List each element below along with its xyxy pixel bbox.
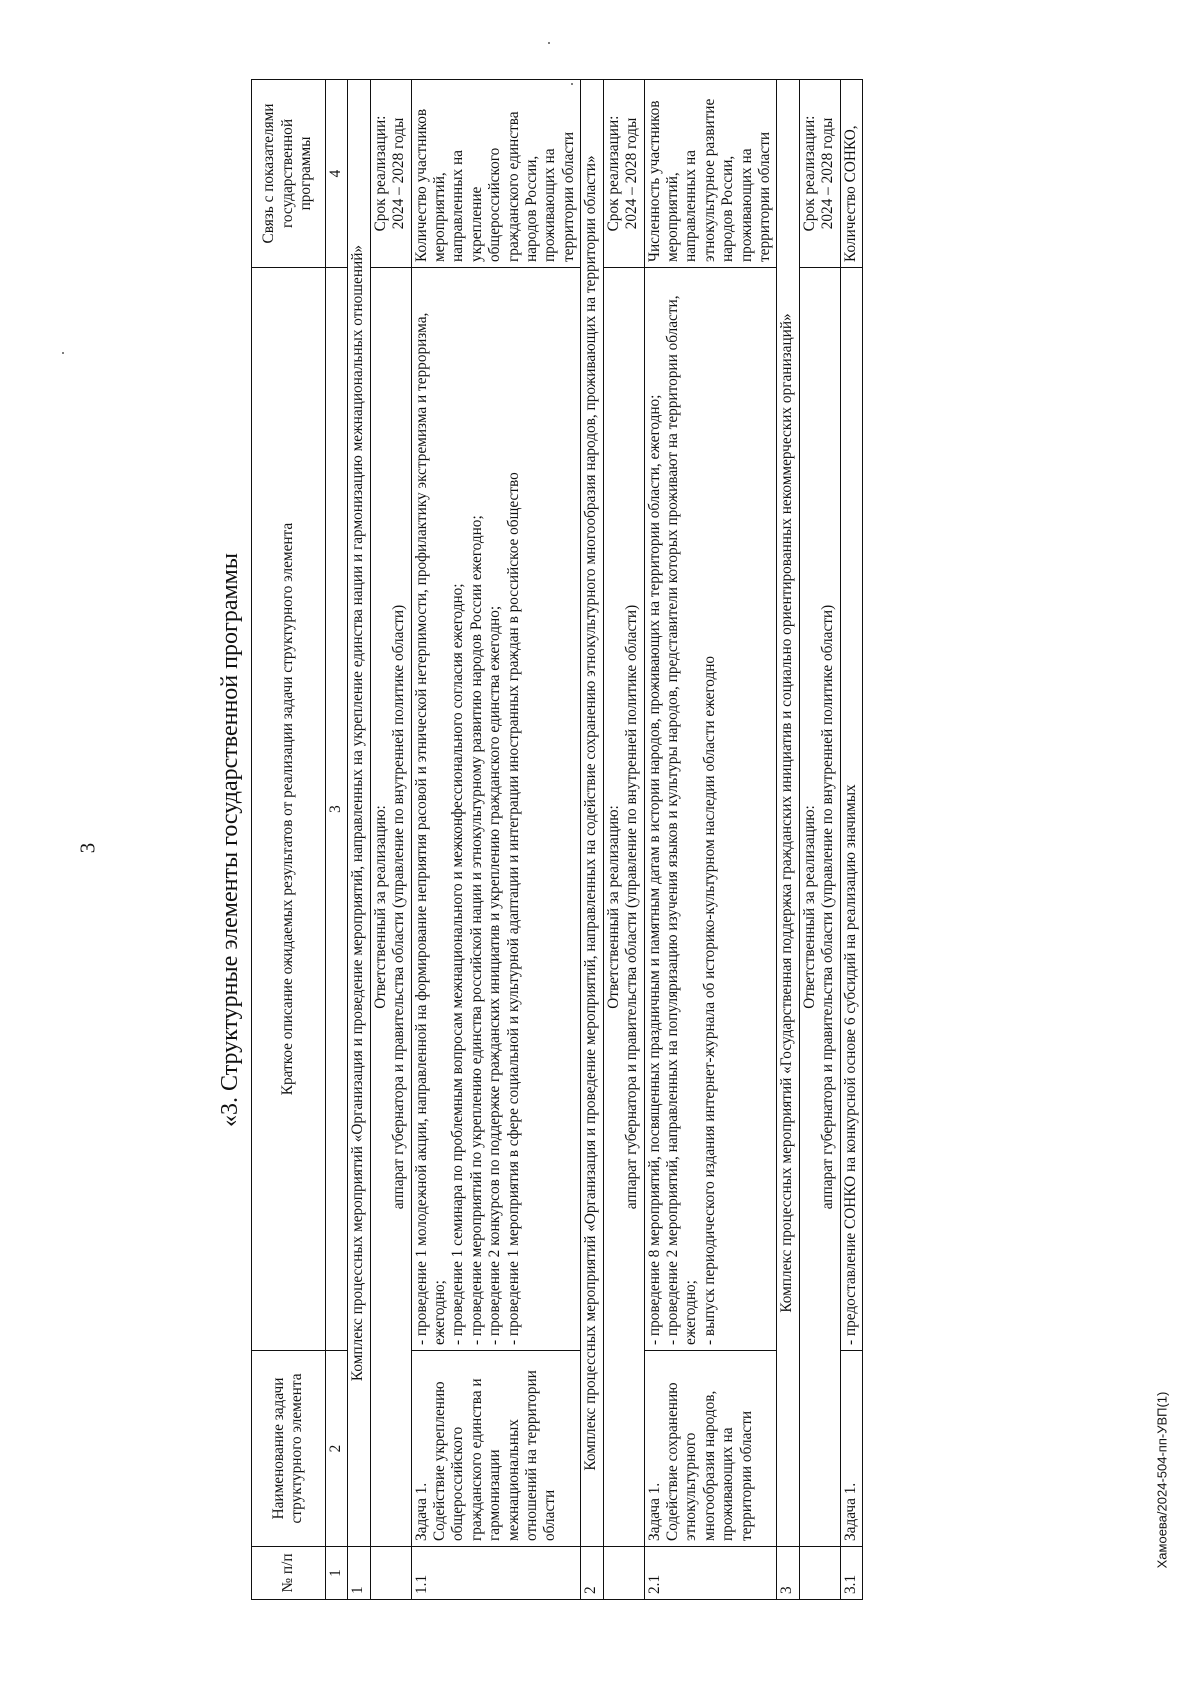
result-item: - предоставление СОНКО на конкурсной основе 6 субсидий на реализацию значимых [841, 784, 859, 1345]
task-row [411, 80, 581, 1600]
term-text: Срок реализации: 2024 – 2028 годы [603, 80, 644, 268]
header-cell: Краткое описание ожидаемых результатов от реализации задачи структурного элемента [252, 268, 326, 1351]
results-cell [411, 268, 581, 1351]
empty-cell [799, 1547, 840, 1600]
header-cell: № п/п [252, 1547, 326, 1600]
results-cell [840, 268, 862, 1351]
complex-title: Комплекс процессных мероприятий «Государственная поддержка гражданских инициатив и социально ориентированных некоммерческих организаций» [777, 80, 799, 1547]
result-item: - выпуск периодического издания интернет-журнала об историко-культурном наследии области ежегодно [700, 655, 718, 1345]
result-item: - проведение 1 семинара по проблемным вопросам межнационального и межконфессионального согласия ежегодно; [449, 583, 467, 1345]
task-number: 2.1 [644, 1547, 777, 1600]
result-item: - проведение 1 мероприятия в сфере социальной и культурной адаптации и интеграции иностранных граждан в российское общество [504, 472, 522, 1345]
result-item: - проведение 8 мероприятий, посвященных праздничным и памятным датам в истории народов, проживающих на территории области, ежегодно; [645, 394, 663, 1345]
column-number: 2 [326, 1351, 348, 1547]
task-name: Задача 1. Содействие укреплению общероссийского гражданского единства и гармонизации межнациональных отношений на территории области [411, 1351, 581, 1547]
responsible-text: Ответственный за реализацию: аппарат губернатора и правительства области (управление по внутренней политике области) [603, 268, 644, 1547]
row-number: 2 [581, 1547, 603, 1600]
result-item: - проведение 2 конкурсов по поддержке гражданских инициатив и укреплению гражданского единства ежегодно; [486, 605, 504, 1345]
result-item: - проведение мероприятий по укреплению единства российской нации и этнокультурному развитию народов России ежегодно; [467, 515, 485, 1345]
table-header-row [252, 80, 326, 1600]
indicator-text: Численность участников мероприятий, направленных на этнокультурное развитие народов России, проживающих на территории области [644, 80, 777, 268]
complex-title: Комплекс процессных мероприятий «Организация и проведение мероприятий, направленных на содействие сохранению этнокультурного многообразия народов, проживающих на территории области» [581, 80, 603, 1547]
header-cell: Связь с показателями государственной программы [252, 80, 326, 268]
task-number: 3.1 [840, 1547, 862, 1600]
column-number: 3 [326, 268, 348, 1351]
indicator-text: Количество СОНКО, [840, 80, 862, 268]
indicator-text: Количество участников мероприятий, направленных на укрепление общероссийского гражданского единства народов России, проживающих на территории области [411, 80, 581, 268]
column-number-row [326, 80, 348, 1600]
column-number: 4 [326, 80, 348, 268]
complex-row [777, 80, 799, 1600]
task-number: 1.1 [411, 1547, 581, 1600]
column-number: 1 [326, 1547, 348, 1600]
empty-cell [603, 1547, 644, 1600]
document-title: «3. Структурные элементы государственной программы [217, 553, 243, 1127]
task-name: Задача 1. [840, 1351, 862, 1547]
document-footer-code: Хамоева/2024-504-пп-УВП(1) [1154, 1391, 1170, 1569]
structural-elements-table [251, 79, 863, 1600]
complex-title: Комплекс процессных мероприятий «Организация и проведение мероприятий, направленных на укрепление единства нации и гармонизацию межнациональных отношений» [348, 80, 370, 1547]
term-text: Срок реализации: 2024 – 2028 годы [370, 80, 411, 268]
scan-speck [548, 42, 550, 44]
responsible-row [370, 80, 411, 1600]
complex-row [581, 80, 603, 1600]
responsible-row [603, 80, 644, 1600]
result-item: - проведение 1 молодежной акции, направленной на формирование неприятия расовой и этнической нетерпимости, профилактику экстремизма и терроризма, ежегодно; [412, 312, 449, 1345]
row-number: 1 [348, 1547, 370, 1600]
scan-speck [62, 352, 64, 354]
responsible-text: Ответственный за реализацию: аппарат губернатора и правительства области (управление по внутренней политике области) [799, 268, 840, 1547]
empty-cell [370, 1547, 411, 1600]
task-row [840, 80, 862, 1600]
rotated-page-content [215, 80, 985, 1600]
results-cell [644, 268, 777, 1351]
task-name: Задача 1. Содействие сохранению этнокультурного многообразия народов, проживающих на территории области [644, 1351, 777, 1547]
header-cell: Наименование задачи структурного элемента [252, 1351, 326, 1547]
responsible-text: Ответственный за реализацию: аппарат губернатора и правительства области (управление по внутренней политике области) [370, 268, 411, 1547]
responsible-row [799, 80, 840, 1600]
term-text: Срок реализации: 2024 – 2028 годы [799, 80, 840, 268]
result-item: - проведение 2 мероприятий, направленных на популяризацию изучения языков и культуры народов, представители которых проживают на территории области, ежегодно; [663, 295, 700, 1345]
complex-row [348, 80, 370, 1600]
row-number: 3 [777, 1547, 799, 1600]
task-row [644, 80, 777, 1600]
page-number: 3 [75, 842, 100, 854]
